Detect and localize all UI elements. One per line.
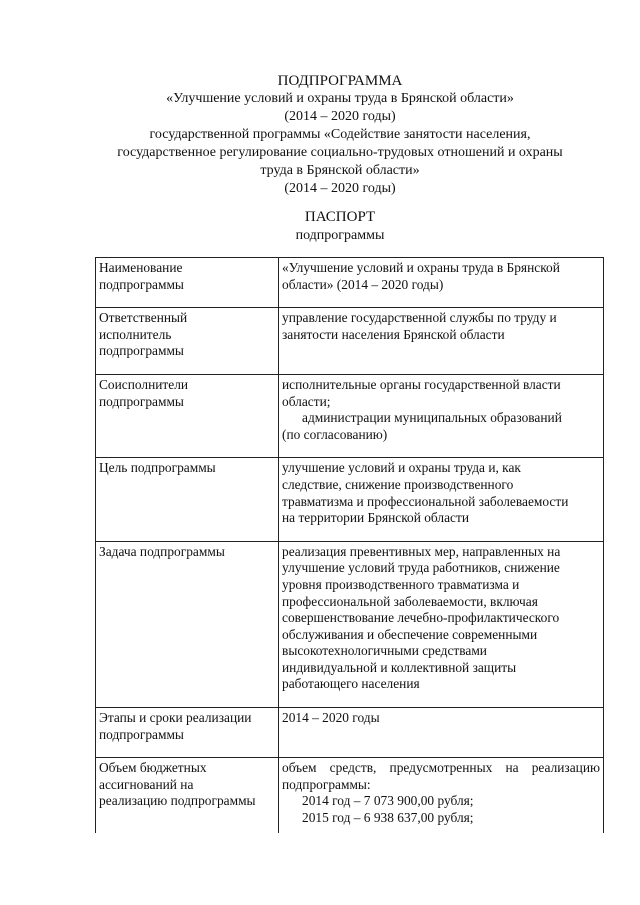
row-label-text: Задача подпрограммы: [99, 543, 225, 559]
row-value-cell: [279, 708, 604, 758]
state-program-years: (2014 – 2020 годы): [284, 181, 396, 196]
table-row: [96, 308, 604, 375]
row-value-text: улучшение условий и охраны труда и, как: [282, 460, 521, 476]
row-value-text: уровня производственного травматизма и: [282, 576, 520, 592]
row-label-text: Этапы и сроки реализации: [99, 710, 252, 726]
row-label-text: Цель подпрограммы: [99, 460, 216, 476]
row-value-text: обслуживания и обеспечение современными: [282, 626, 538, 642]
row-value-text: области;: [282, 393, 331, 409]
table-row: [96, 374, 604, 457]
row-value-text: улучшение условий труда работников, снижение: [282, 560, 560, 576]
row-value-cell: [279, 758, 604, 833]
table-row: [96, 258, 604, 308]
row-value-cell: [279, 541, 604, 707]
row-value-text: профессиональной заболеваемости, включая: [282, 593, 538, 609]
row-label-cell: [96, 258, 279, 308]
row-label-text: исполнитель: [99, 326, 172, 342]
row-label-cell: [96, 374, 279, 457]
row-value-cell: [279, 374, 604, 457]
row-value-text: индивидуальной и коллективной защиты: [282, 659, 517, 675]
passport-subtitle: подпрограммы: [295, 228, 385, 243]
row-label-text: подпрограммы: [99, 726, 184, 742]
row-label-text: подпрограммы: [99, 343, 184, 359]
row-value-text: высокотехнологичными средствами: [282, 643, 487, 659]
row-label-cell: [96, 758, 279, 833]
subprogram-years: (2014 – 2020 годы): [284, 109, 396, 124]
passport-heading: [90, 208, 590, 245]
row-label-cell: [96, 708, 279, 758]
row-label-text: подпрограммы: [99, 393, 184, 409]
row-label-text: ассигнований на: [99, 776, 194, 792]
table-row: [96, 541, 604, 707]
table-row: [96, 758, 604, 833]
row-value-text: на территории Брянской области: [282, 510, 470, 526]
row-value-text: 2015 год – 6 938 637,00 рубля;: [302, 810, 474, 826]
state-program-line-3: труда в Брянской области»: [260, 163, 420, 178]
subprogram-name: «Улучшение условий и охраны труда в Брянской области»: [166, 91, 514, 106]
row-value-text: исполнительные органы государственной власти: [282, 376, 561, 392]
table-row: [96, 708, 604, 758]
row-value-text: управление государственной службы по труду и: [282, 310, 557, 326]
row-value-text: подпрограммы:: [282, 776, 371, 792]
row-value-text: совершенствование лечебно-профилактического: [282, 610, 560, 626]
table-row: [96, 458, 604, 541]
row-label-text: Соисполнители: [99, 376, 189, 392]
subprogram-title: ПОДПРОГРАММА: [277, 73, 403, 89]
row-label-text: Объем бюджетных: [99, 760, 207, 776]
row-label-text: Ответственный: [99, 310, 188, 326]
row-value-text: занятости населения Брянской области: [282, 326, 505, 342]
row-value-text: объем средств, предусмотренных на реализацию: [282, 760, 600, 776]
row-label-cell: [96, 308, 279, 375]
passport-table: [95, 257, 604, 833]
row-label-cell: [96, 458, 279, 541]
state-program-line-2: государственное регулирование социально-трудовых отношений и охраны: [117, 145, 563, 160]
row-value-text: «Улучшение условий и охраны труда в Брянской: [282, 260, 560, 275]
row-value-text: области» (2014 – 2020 годы): [282, 276, 444, 292]
row-label-cell: [96, 541, 279, 707]
row-value-cell: [279, 258, 604, 308]
row-label-text: Наименование: [99, 260, 183, 275]
row-value-cell: [279, 458, 604, 541]
row-value-text: 2014 – 2020 годы: [282, 710, 380, 726]
row-value-text: (по согласованию): [282, 426, 388, 442]
row-value-text: следствие, снижение производственного: [282, 476, 514, 492]
row-label-text: подпрограммы: [99, 276, 184, 292]
state-program-line-1: государственной программы «Содействие занятости населения,: [149, 127, 531, 142]
row-value-text: 2014 год – 7 073 900,00 рубля;: [302, 793, 474, 809]
document-header: [90, 72, 590, 198]
row-value-text: травматизма и профессиональной заболеваемости: [282, 493, 569, 509]
passport-title: ПАСПОРТ: [304, 209, 376, 225]
row-value-text: работающего населения: [282, 676, 420, 692]
row-label-text: реализацию подпрограммы: [99, 793, 256, 809]
row-value-text: реализация превентивных мер, направленных на: [282, 543, 561, 559]
row-value-text: администрации муниципальных образований: [302, 410, 562, 426]
row-value-cell: [279, 308, 604, 375]
